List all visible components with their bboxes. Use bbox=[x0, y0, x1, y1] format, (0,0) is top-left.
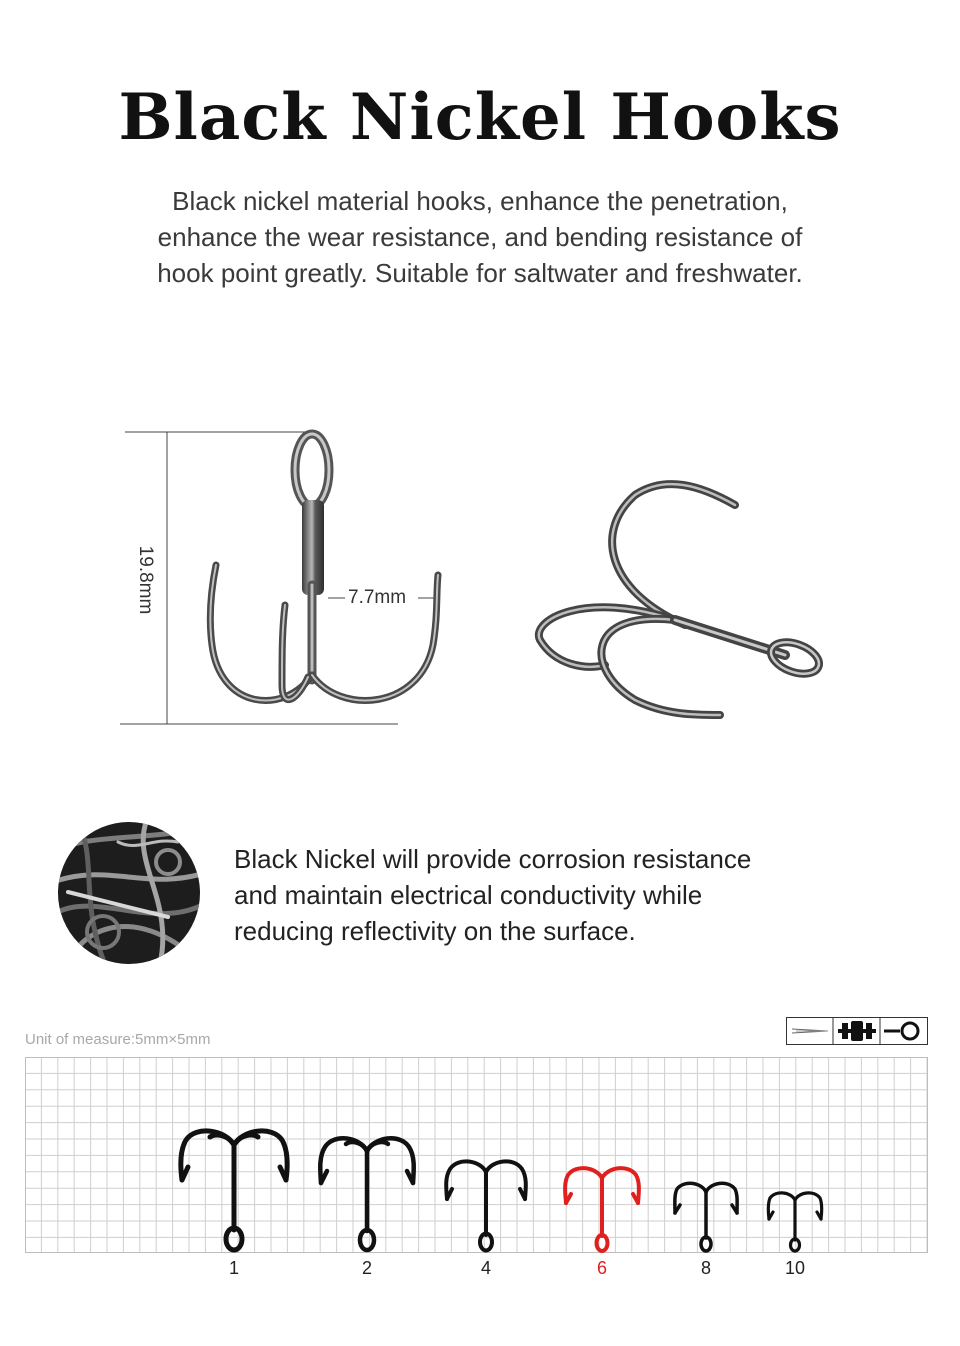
treble-hook-side-photo bbox=[525, 470, 835, 725]
description-line: reducing reflectivity on the surface. bbox=[234, 916, 636, 946]
size-label-8: 8 bbox=[700, 1258, 712, 1278]
width-dimension-label: 7.7mm bbox=[348, 587, 407, 608]
hook-feature-icons bbox=[786, 1017, 928, 1045]
size-hook-1 bbox=[176, 1125, 292, 1253]
intro-line: hook point greatly. Suitable for saltwater and freshwater. bbox=[157, 258, 803, 288]
size-label-10: 10 bbox=[784, 1258, 806, 1278]
black-nickel-hooks-photo bbox=[58, 822, 200, 964]
page-title: Black Nickel Hooks bbox=[118, 80, 842, 155]
size-hook-2 bbox=[316, 1133, 418, 1253]
description-line: and maintain electrical conductivity while bbox=[234, 880, 703, 910]
barrel-swivel-icon bbox=[838, 1021, 876, 1041]
size-label-4: 4 bbox=[480, 1258, 492, 1278]
size-label-2: 2 bbox=[361, 1258, 373, 1278]
unit-of-measure-label: Unit of measure:5mm×5mm bbox=[25, 1031, 211, 1048]
black-nickel-description bbox=[234, 841, 751, 949]
size-hook-6-highlighted bbox=[562, 1164, 642, 1253]
size-label-1: 1 bbox=[228, 1258, 240, 1278]
intro-line: enhance the wear resistance, and bending resistance of bbox=[157, 222, 803, 252]
description-line: Black Nickel will provide corrosion resistance bbox=[234, 844, 752, 874]
treble-hook-front-photo bbox=[190, 425, 460, 730]
size-label-6: 6 bbox=[596, 1258, 608, 1278]
size-hook-10 bbox=[766, 1190, 824, 1253]
height-dimension-label: 19.8mm bbox=[134, 540, 156, 621]
size-hook-8 bbox=[672, 1180, 740, 1253]
size-hook-4 bbox=[443, 1157, 529, 1253]
intro-line: Black nickel material hooks, enhance the penetration, bbox=[172, 186, 788, 216]
